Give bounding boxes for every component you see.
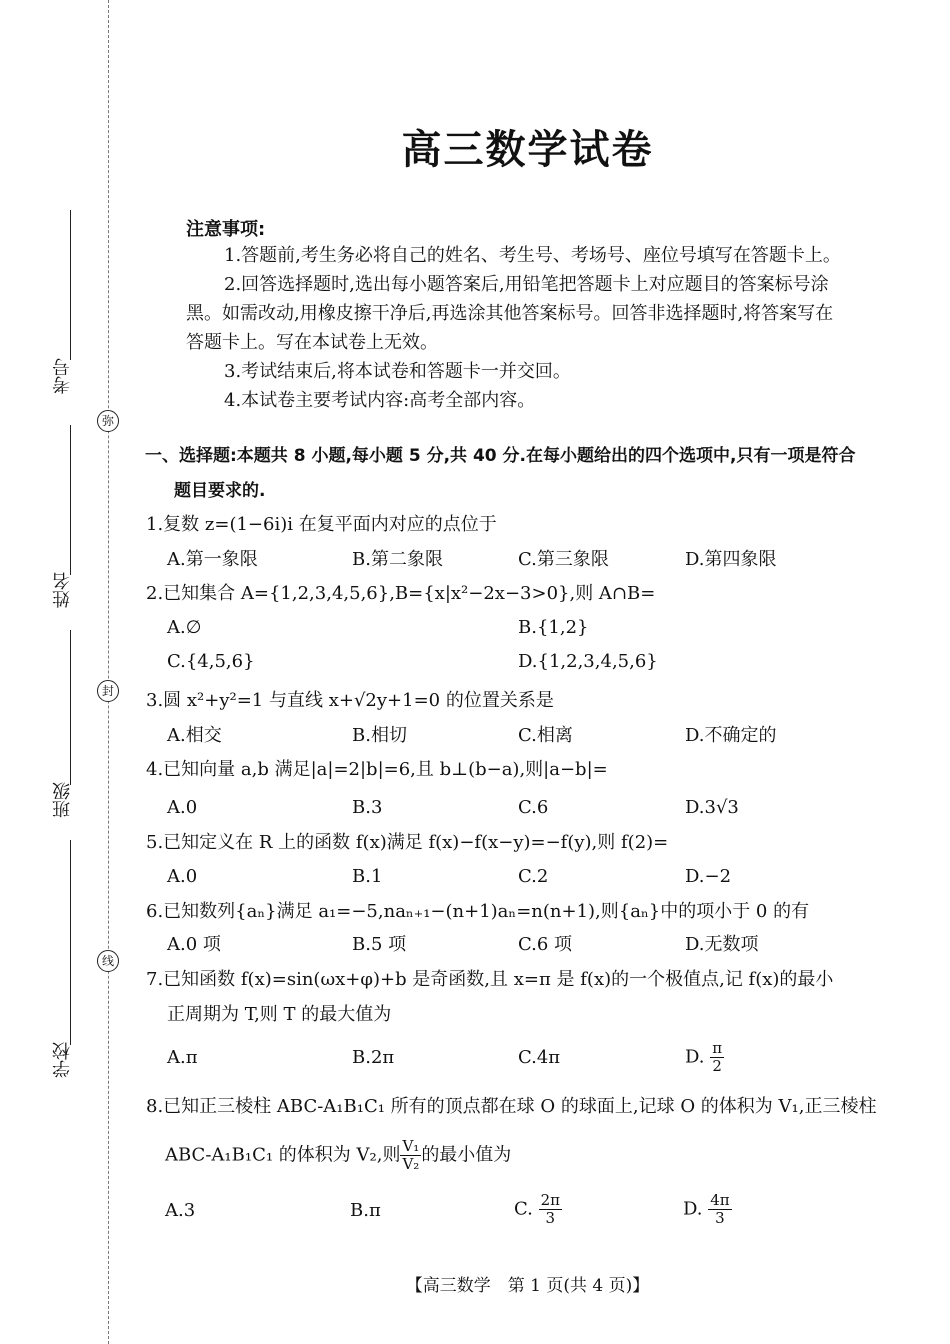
question-7-stem: 7.已知函数 f(x)=sin(ωx+φ)+b 是奇函数,且 x=π 是 f(x)的一个极值点,记 f(x)的最小 [146,969,834,990]
section-heading: 一、选择题:本题共 8 小题,每小题 5 分,共 40 分.在每小题给出的四个选项中,只有一项是符合 [145,446,856,466]
q5-option-a: A.0 [167,866,198,887]
denominator: 3 [545,1209,556,1227]
q1-option-d: D.第四象限 [685,549,777,570]
notice-line: 1.答题前,考生务必将自己的姓名、考生号、考场号、座位号填写在答题卡上。 [224,245,841,266]
q7-option-c: C.4π [518,1047,561,1068]
question-7-stem-cont: 正周期为 T,则 T 的最大值为 [167,1004,392,1025]
seal-char-feng: 封 [97,680,119,702]
question-8-stem-cont [165,1138,511,1173]
q1-option-a: A.第一象限 [167,549,258,570]
question-2-stem: 2.已知集合 A={1,2,3,4,5,6},B={x|x²−2x−3>0},则 A∩B= [146,583,656,604]
q3-option-c: C.相离 [518,725,573,746]
fraction [708,1192,731,1227]
q2-option-d: D.{1,2,3,4,5,6} [518,651,658,672]
q4-option-a: A.0 [167,797,198,818]
option-label: D. [683,1198,703,1220]
section-heading-cont: 题目要求的. [174,481,266,501]
q6-option-a: A.0 项 [167,934,221,955]
denominator: 2 [712,1057,722,1075]
seal-char-mi: 弥 [97,410,119,432]
question-3-stem: 3.圆 x²+y²=1 与直线 x+√2y+1=0 的位置关系是 [146,690,554,711]
school-underline [70,840,71,1045]
denominator: 3 [715,1209,725,1227]
page-title: 高三数学试卷 [401,127,654,173]
q8-option-d [683,1192,732,1227]
class-underline [70,630,71,785]
question-4-stem: 4.已知向量 a,b 满足|a|=2|b|=6,且 b⊥(b−a),则|a−b|= [146,759,608,780]
seal-char-xian: 线 [97,950,119,972]
notice-line: 黑。如需改动,用橡皮擦干净后,再选涂其他答案标号。回答非选择题时,将答案写在 [186,303,834,324]
q5-option-c: C.2 [518,866,549,887]
q4-option-b: B.3 [352,797,383,818]
question-1-stem: 1.复数 z=(1−6i)i 在复平面内对应的点位于 [146,514,497,535]
q5-option-b: B.1 [352,866,383,887]
page-footer: 【高三数学 第 1 页(共 4 页)】 [405,1276,650,1296]
q2-option-c: C.{4,5,6} [167,651,255,672]
numerator: V₁ [402,1137,420,1155]
q6-option-b: B.5 项 [352,934,407,955]
q2-option-a: A.∅ [167,617,202,638]
q6-option-c: C.6 项 [518,934,573,955]
q3-option-b: B.相切 [352,725,407,746]
question-8-stem: 8.已知正三棱柱 ABC-A₁B₁C₁ 所有的顶点都在球 O 的球面上,记球 O 的体积为 V₁,正三棱柱 [146,1096,877,1117]
fraction [710,1040,724,1075]
q7-option-b: B.2π [352,1047,395,1068]
numerator: π [712,1039,723,1057]
q2-option-b: B.{1,2} [518,617,589,638]
notice-heading: 注意事项: [186,219,266,240]
school-label: 学校 [52,1042,73,1078]
notice-line: 4.本试卷主要考试内容:高考全部内容。 [224,390,536,411]
q4-option-d: D.3√3 [685,797,739,818]
q8-option-b: B.π [350,1200,381,1221]
q8-option-c [514,1192,562,1227]
q3-option-a: A.相交 [167,725,222,746]
fraction [539,1192,562,1227]
exam-number-underline [70,210,71,360]
exam-number-label: 考号 [52,358,73,394]
q1-option-b: B.第二象限 [352,549,443,570]
q7-option-d [685,1040,724,1075]
q3-option-d: D.不确定的 [685,725,777,746]
q7-option-a: A.π [167,1047,198,1068]
binding-dashed-line [108,0,109,1344]
q8-option-a: A.3 [165,1200,196,1221]
q5-option-d: D.−2 [685,866,732,887]
stem-text: ABC-A₁B₁C₁ 的体积为 V₂,则 [165,1144,401,1166]
name-label: 姓名 [52,572,73,608]
numerator: 4π [710,1191,730,1209]
question-5-stem: 5.已知定义在 R 上的函数 f(x)满足 f(x)−f(x−y)=−f(y),则 f(2)= [146,832,669,853]
q6-option-d: D.无数项 [685,934,759,955]
denominator: V₂ [402,1155,420,1173]
notice-line: 答题卡上。写在本试卷上无效。 [186,332,438,353]
q4-option-c: C.6 [518,797,549,818]
name-underline [70,425,71,575]
fraction [400,1138,421,1173]
notice-line: 3.考试结束后,将本试卷和答题卡一并交回。 [224,361,571,382]
stem-text: 的最小值为 [421,1144,512,1166]
option-label: D. [685,1046,705,1068]
q1-option-c: C.第三象限 [518,549,609,570]
notice-line: 2.回答选择题时,选出每小题答案后,用铅笔把答题卡上对应题目的答案标号涂 [224,274,829,295]
class-label: 班级 [52,782,73,818]
option-label: C. [514,1198,533,1220]
question-6-stem: 6.已知数列{aₙ}满足 a₁=−5,naₙ₊₁−(n+1)aₙ=n(n+1),则{aₙ}中的项小于 0 的有 [146,901,810,922]
numerator: 2π [540,1191,560,1209]
